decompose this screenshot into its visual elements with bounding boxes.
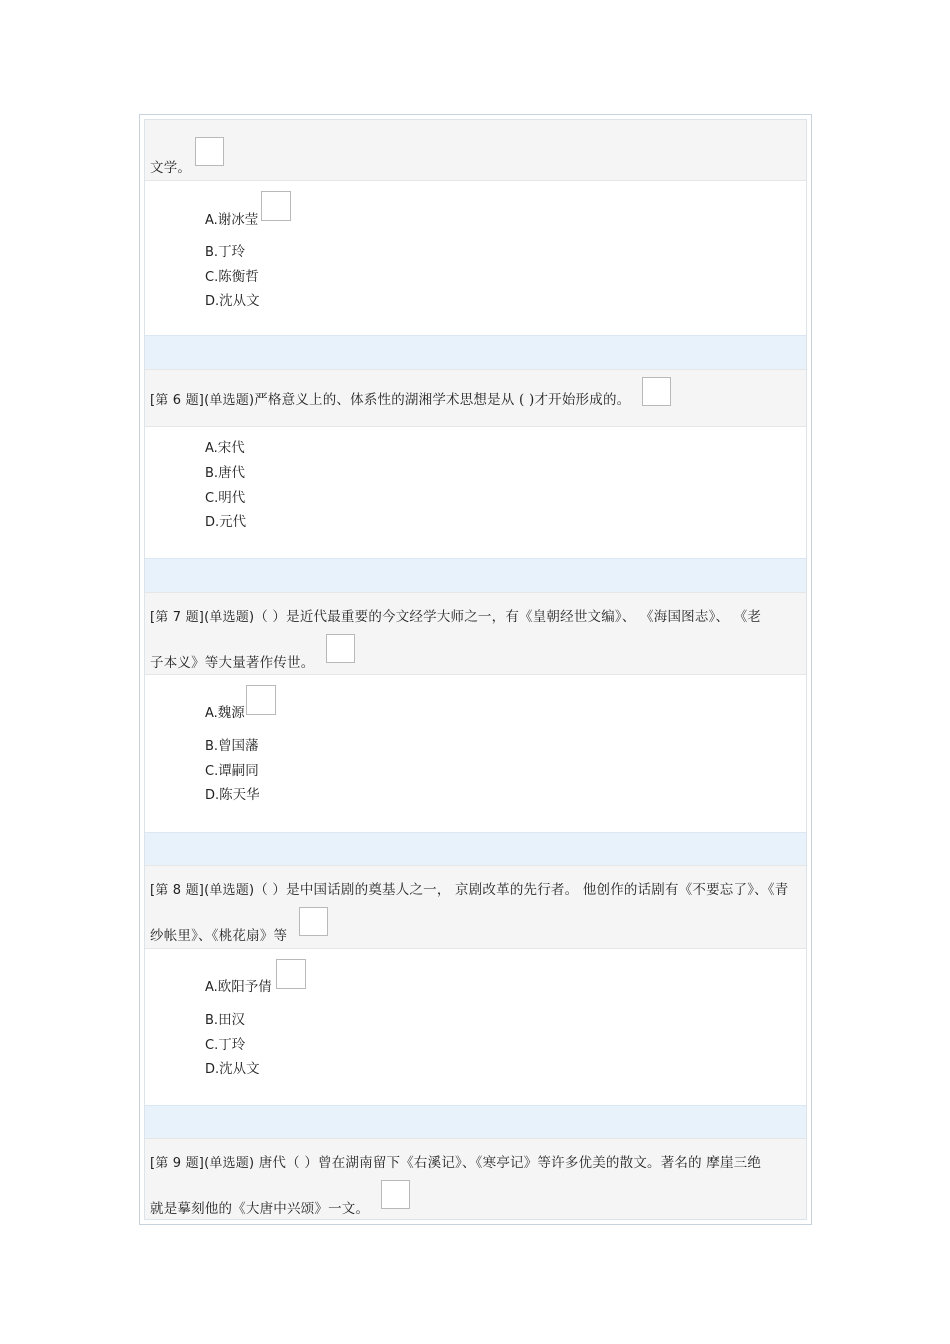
- option-text: 谢冰莹: [217, 212, 259, 228]
- question-text: [150, 137, 800, 180]
- question-separator: [145, 335, 806, 369]
- option-text: 沈从文: [219, 1061, 260, 1077]
- option-text: 元代: [219, 514, 247, 530]
- options-row: [145, 181, 806, 335]
- answer-box[interactable]: [299, 907, 328, 936]
- answer-checkbox[interactable]: [261, 191, 291, 221]
- question-text-line: 文学。: [150, 160, 192, 176]
- question-separator: [145, 832, 806, 865]
- question-row: [145, 120, 806, 181]
- question-text-line: 子本义》等大量著作传世。: [150, 655, 315, 671]
- quiz-panel: [144, 119, 807, 1220]
- question-label: [第 7 题](单选题): [150, 610, 255, 625]
- option-c[interactable]: [205, 761, 259, 781]
- answer-checkbox[interactable]: [276, 959, 306, 989]
- question-text-line: （ ）是近代最重要的今文经学大师之一，有《皇朝经世文编》、 《海国图志》、 《老: [254, 609, 762, 625]
- option-d[interactable]: [205, 785, 260, 805]
- option-letter: A.: [205, 706, 218, 721]
- answer-checkbox[interactable]: [246, 685, 276, 715]
- options-row: [145, 427, 806, 558]
- options-row: [145, 949, 806, 1105]
- option-text: 魏源: [217, 705, 245, 721]
- option-c[interactable]: [205, 1035, 245, 1055]
- question-text-line: 纱帐里》、《桃花扇》等: [150, 928, 288, 944]
- option-text: 曾国藩: [218, 738, 259, 754]
- question-row: [145, 865, 806, 949]
- option-letter: C.: [205, 491, 219, 506]
- option-letter: C.: [205, 270, 219, 285]
- option-text: 谭嗣同: [218, 763, 259, 779]
- question-label: [第 8 题](单选题): [150, 883, 255, 898]
- question-text: [150, 868, 800, 958]
- option-c[interactable]: [205, 267, 259, 287]
- option-c[interactable]: [205, 488, 245, 508]
- option-d[interactable]: [205, 512, 246, 532]
- option-text: 唐代: [218, 465, 246, 481]
- option-letter: A.: [205, 213, 218, 228]
- answer-box[interactable]: [381, 1180, 410, 1209]
- option-a[interactable]: [205, 210, 258, 230]
- option-text: 明代: [218, 490, 246, 506]
- option-text: 欧阳予倩: [217, 979, 272, 995]
- option-b[interactable]: [205, 736, 259, 756]
- question-separator: [145, 558, 806, 592]
- option-b[interactable]: [205, 463, 245, 483]
- option-text: 田汉: [218, 1012, 246, 1028]
- answer-box[interactable]: [642, 377, 671, 406]
- question-text: [150, 1141, 800, 1220]
- question-label: [第 9 题](单选题): [150, 1156, 255, 1171]
- option-text: 宋代: [217, 440, 245, 456]
- option-a[interactable]: [205, 438, 245, 458]
- question-text: [150, 377, 800, 423]
- answer-box[interactable]: [326, 634, 355, 663]
- option-letter: B.: [205, 245, 219, 260]
- option-letter: C.: [205, 1038, 219, 1053]
- options-row: [145, 675, 806, 832]
- option-text: 陈衡哲: [218, 269, 259, 285]
- question-row: [145, 1138, 806, 1220]
- option-a[interactable]: [205, 703, 245, 723]
- question-text-line: 唐代（ ）曾在湖南留下《右溪记》、《寒亭记》等许多优美的散文。著名的 摩崖三绝: [254, 1155, 762, 1171]
- question-text: [150, 595, 800, 685]
- question-label: [第 6 题](单选题): [150, 393, 255, 408]
- quiz-frame: [139, 114, 812, 1225]
- question-text-line: 就是摹刻他的《大唐中兴颂》一文。: [150, 1201, 370, 1217]
- question-text-line: （ ）是中国话剧的奠基人之一， 京剧改革的先行者。 他创作的话剧有《不要忘了》、《青: [254, 882, 789, 898]
- option-text: 陈天华: [219, 787, 260, 803]
- option-d[interactable]: [205, 291, 260, 311]
- option-b[interactable]: [205, 1010, 245, 1030]
- option-b[interactable]: [205, 242, 245, 262]
- option-letter: B.: [205, 1013, 219, 1028]
- question-text-line: 严格意义上的、体系性的湖湘学术思想是从 ( )才开始形成的。: [254, 392, 631, 408]
- question-row: [145, 592, 806, 675]
- option-text: 沈从文: [219, 293, 260, 309]
- option-letter: C.: [205, 764, 219, 779]
- option-letter: D.: [205, 515, 220, 530]
- option-text: 丁玲: [218, 1037, 246, 1053]
- question-separator: [145, 1105, 806, 1138]
- question-row: [145, 369, 806, 427]
- option-letter: D.: [205, 788, 220, 803]
- option-text: 丁玲: [218, 244, 246, 260]
- option-letter: B.: [205, 739, 219, 754]
- option-letter: D.: [205, 294, 220, 309]
- option-a[interactable]: [205, 977, 272, 997]
- option-d[interactable]: [205, 1059, 260, 1079]
- answer-box[interactable]: [195, 137, 224, 166]
- option-letter: A.: [205, 980, 218, 995]
- option-letter: A.: [205, 441, 218, 456]
- option-letter: B.: [205, 466, 219, 481]
- option-letter: D.: [205, 1062, 220, 1077]
